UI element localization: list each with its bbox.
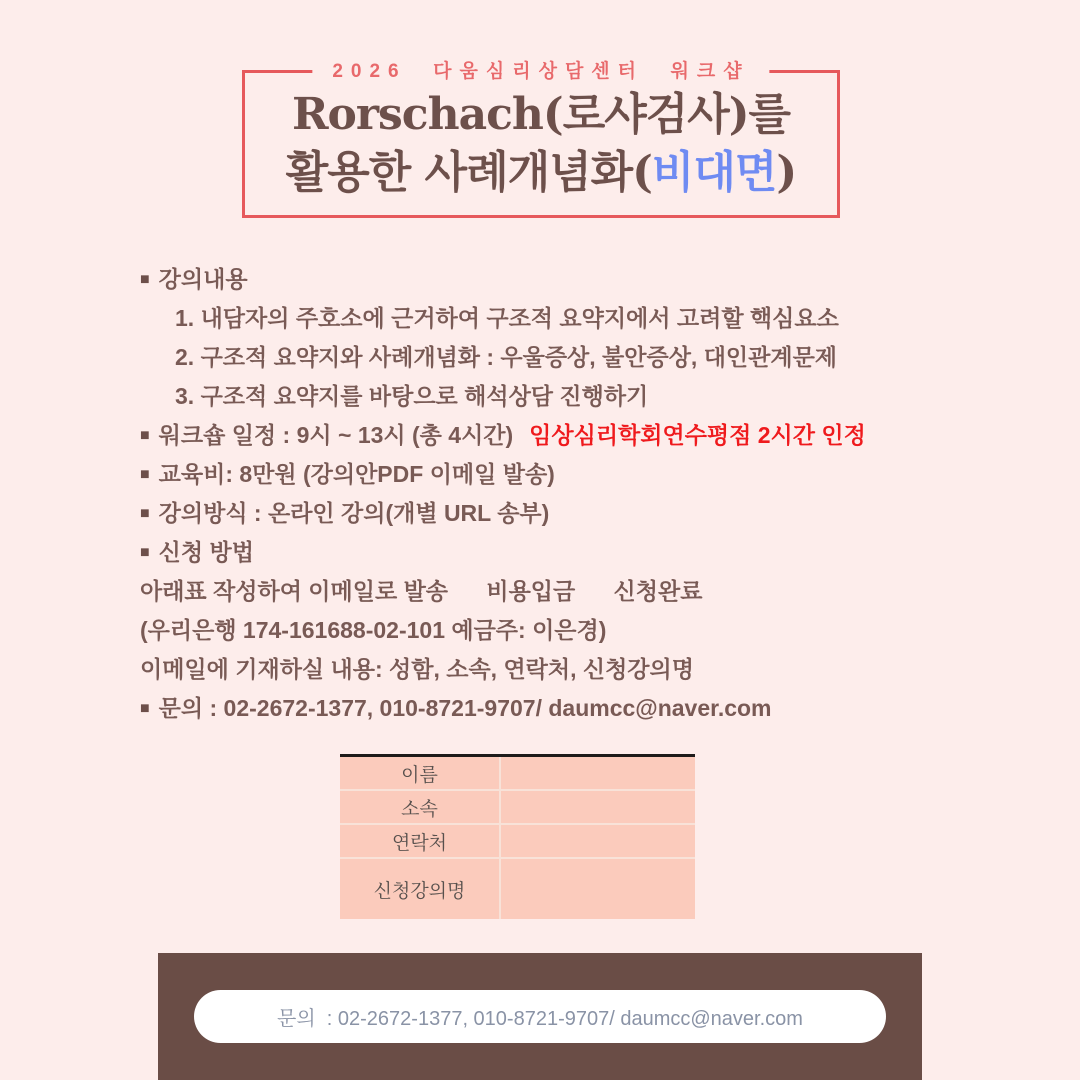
inquiry-text: 문의 : 02-2672-1377, 010-8721-9707/ daumcc@naver.com bbox=[158, 695, 772, 721]
poster-title-line-2 bbox=[286, 144, 797, 202]
row-label-affiliation: 소속 bbox=[401, 798, 438, 820]
fee-line bbox=[140, 455, 970, 494]
row-label-course: 신청강의명 bbox=[373, 880, 466, 902]
apply-header-label: 신청 방법 bbox=[158, 539, 254, 565]
apply-header-line bbox=[140, 533, 970, 572]
email-info-line: 이메일에 기재하실 내용: 성함, 소속, 연락처, 신청강의명 bbox=[140, 656, 694, 682]
schedule-line bbox=[140, 416, 970, 455]
workshop-year-badge: 2026 다움심리상담센터 워크샵 bbox=[312, 59, 769, 85]
table-row-course bbox=[340, 857, 695, 919]
lecture-content-item-1: 1. 내담자의 주호소에 근거하여 구조적 요약지에서 고려할 핵심요소 bbox=[175, 305, 839, 331]
lecture-content-header-label: 강의내용 bbox=[158, 266, 248, 292]
row-value-course bbox=[499, 859, 695, 919]
row-label-name: 이름 bbox=[401, 764, 438, 786]
method-line bbox=[140, 494, 970, 533]
row-value-contact bbox=[499, 825, 695, 857]
fee-text: 교육비: 8만원 (강의안PDF 이메일 발송) bbox=[158, 461, 555, 487]
credit-highlight: 임상심리학회연수평점 2시간 인정 bbox=[529, 422, 866, 448]
square-bullet-icon: ■ bbox=[140, 427, 150, 444]
schedule-text: 워크숍 일정 : 9시 ~ 13시 (총 4시간) bbox=[158, 422, 514, 448]
apply-steps-line: 아래표 작성하여 이메일로 발송 비용입금 신청완료 bbox=[140, 578, 703, 604]
lecture-content-item-3: 3. 구조적 요약지를 바탕으로 해석상담 진행하기 bbox=[175, 383, 649, 409]
table-row-affiliation bbox=[340, 789, 695, 823]
table-row-name bbox=[340, 757, 695, 789]
lecture-content-item-2: 2. 구조적 요약지와 사례개념화 : 우울증상, 불안증상, 대인관계문제 bbox=[175, 344, 838, 370]
table-row-contact bbox=[340, 823, 695, 857]
square-bullet-icon: ■ bbox=[140, 271, 150, 288]
row-value-name bbox=[499, 757, 695, 789]
square-bullet-icon: ■ bbox=[140, 700, 150, 717]
square-bullet-icon: ■ bbox=[140, 544, 150, 561]
row-label-contact: 연락처 bbox=[391, 832, 448, 854]
poster-body bbox=[140, 260, 970, 728]
method-text: 강의방식 : 온라인 강의(개별 URL 송부) bbox=[158, 500, 550, 526]
title-line-2-suffix: ) bbox=[776, 147, 797, 198]
inquiry-line bbox=[140, 689, 970, 728]
square-bullet-icon: ■ bbox=[140, 505, 150, 522]
bank-account-line: (우리은행 174-161688-02-101 예금주: 이은경) bbox=[140, 617, 607, 643]
title-line-2-accent: 비대면 bbox=[651, 147, 777, 198]
row-value-affiliation bbox=[499, 791, 695, 823]
lecture-content-header bbox=[140, 260, 970, 299]
title-box bbox=[242, 61, 840, 218]
footer-bar bbox=[158, 953, 922, 1080]
square-bullet-icon: ■ bbox=[140, 466, 150, 483]
signup-table bbox=[340, 754, 695, 919]
contact-pill: 문의 : 02-2672-1377, 010-8721-9707/ daumcc@naver.com bbox=[194, 990, 886, 1043]
title-line-2-prefix: 활용한 사례개념화( bbox=[285, 147, 652, 198]
poster-title-line-1: Rorschach(로샤검사)를 bbox=[291, 89, 791, 140]
